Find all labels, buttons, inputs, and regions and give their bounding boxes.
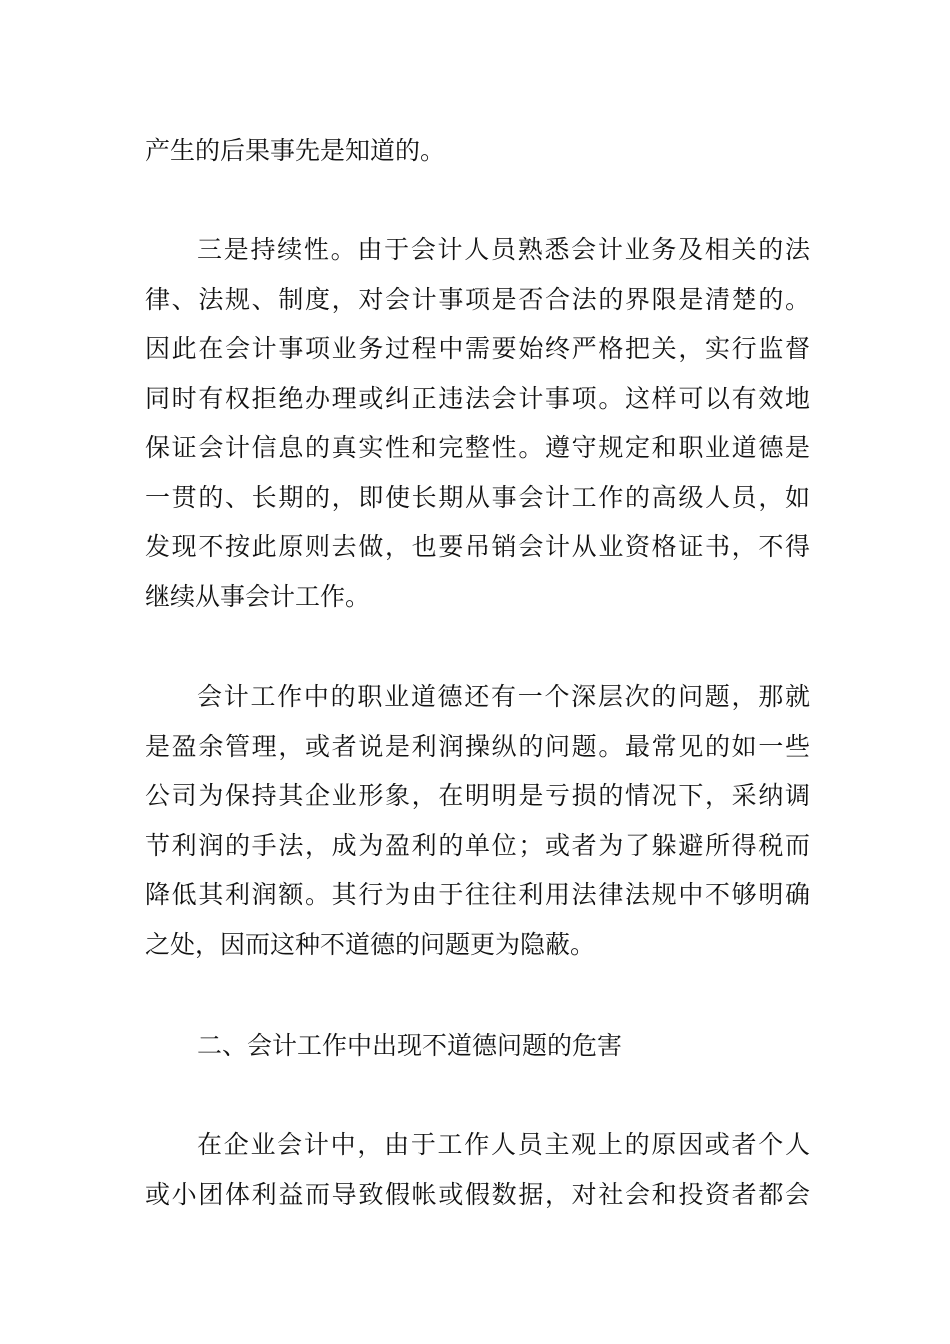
text-line: 或小团体利益而导致假帐或假数据，对社会和投资者都会 <box>145 1179 810 1209</box>
text-line: 律、法规、制度，对会计事项是否合法的界限是清楚的。 <box>145 284 810 314</box>
heading-text: 二、会计工作中出现不道德问题的危害 <box>197 1031 623 1060</box>
text-line: 之处，因而这种不道德的问题更为隐蔽。 <box>145 929 596 959</box>
text-line: 会计工作中的职业道德还有一个深层次的问题，那就 <box>197 682 810 711</box>
text-line: 因此在会计事项业务过程中需要始终严格把关，实行监督 <box>145 334 810 363</box>
text-line: 是盈余管理，或者说是利润操纵的问题。最常见的如一些 <box>145 731 810 761</box>
text-line: 继续从事会计工作。 <box>145 581 371 611</box>
section-heading <box>145 1021 810 1071</box>
text-line: 三是持续性。由于会计人员熟悉会计业务及相关的法 <box>197 235 810 264</box>
paragraph-earnings-management <box>145 672 810 969</box>
paragraph-continuity <box>145 225 810 621</box>
text-line: 公司为保持其企业形象，在明明是亏损的情况下，采纳调 <box>145 781 810 810</box>
text-line: 节利润的手法，成为盈利的单位；或者为了躲避所得税而 <box>145 830 810 860</box>
text-line: 在企业会计中，由于工作人员主观上的原因或者个人 <box>197 1130 810 1159</box>
text-line: 降低其利润额。其行为由于往往利用法律法规中不够明确 <box>145 880 810 909</box>
text-line: 保证会计信息的真实性和完整性。遵守规定和职业道德是 <box>145 433 810 462</box>
text-line: 产生的后果事先是知道的。 <box>145 136 446 165</box>
paragraph-continuation <box>145 126 810 176</box>
text-line: 一贯的、长期的，即使长期从事会计工作的高级人员，如 <box>145 482 810 512</box>
text-line: 同时有权拒绝办理或纠正违法会计事项。这样可以有效地 <box>145 383 810 413</box>
paragraph-harm <box>145 1120 810 1219</box>
text-line: 发现不按此原则去做，也要吊销会计从业资格证书，不得 <box>145 532 810 561</box>
